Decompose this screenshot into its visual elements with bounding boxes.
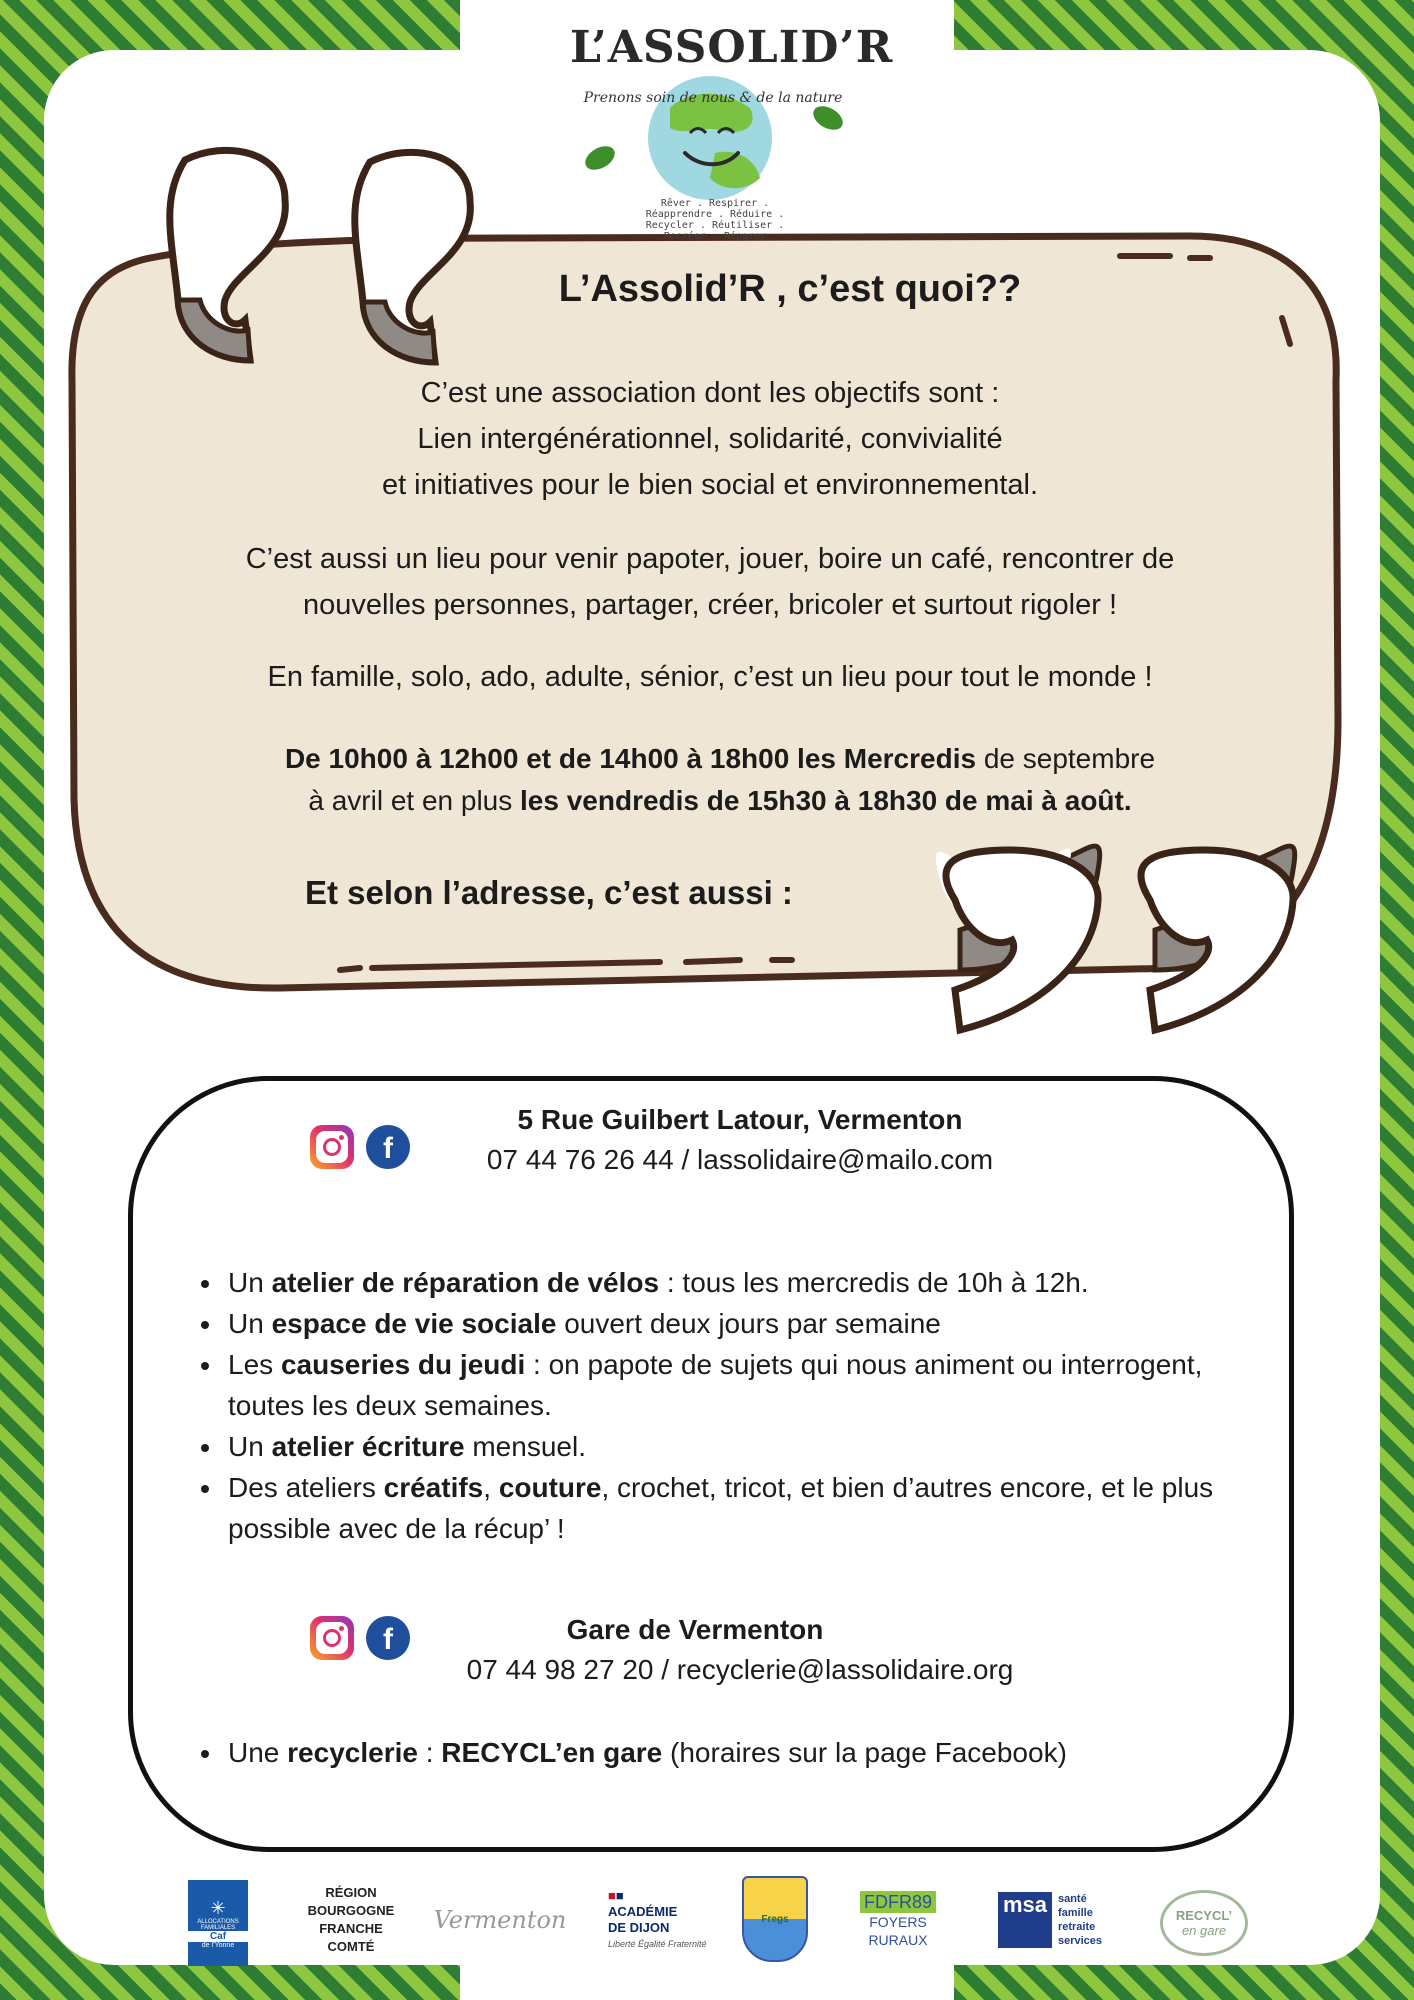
list-item: • Une recyclerie : RECYCL’en gare (horaires sur la page Facebook): [224, 1732, 1244, 1773]
facebook-icon[interactable]: f: [366, 1616, 410, 1660]
list-item: • Un atelier écriture mensuel.: [224, 1426, 1244, 1467]
location2-phone-email: 07 44 98 27 20 / recyclerie@lassolidaire.org: [466, 1654, 1014, 1685]
assolidr-logo: [560, 18, 894, 242]
location2-contact: [420, 1610, 1060, 1690]
location1-contact: [440, 1100, 1040, 1180]
location1-activities: [184, 1262, 1244, 1549]
intro-paragraph-place: C’est aussi un lieu pour venir papoter, jouer, boire un café, rencontrer de nouvelles personnes, partager, créer, bricoler et surtout rigoler !: [245, 543, 1175, 621]
vermenton-logo: Vermenton: [433, 1906, 567, 1934]
region-bfc-logo: RÉGION BOURGOGNE FRANCHE COMTÉ: [307, 1885, 395, 1954]
social-links-location1: [310, 1125, 410, 1169]
opening-hours: De 10h00 à 12h00 et de 14h00 à 18h00 les Mercredis de septembre à avril et en plus les vendredis de 15h30 à 18h30 de mai à août.: [284, 743, 1156, 816]
logo-ring-text: Rêver . Respirer . Réapprendre . Réduire . Recycler . Réutiliser . Recréer . Réparer: [645, 198, 785, 242]
fregs-crest-logo: Fregs: [742, 1876, 808, 1962]
caf-logo: ✳ ALLOCATIONS FAMILIALES Caf de l’Yonne: [188, 1880, 248, 1966]
location2-activities: [184, 1732, 1244, 1773]
academie-dijon-logo: ■■ ACADÉMIE DE DIJON Liberté Égalité Fraternité: [608, 1888, 707, 1949]
intro-paragraph-everyone: En famille, solo, ado, adulte, sénior, c’est un lieu pour tout le monde !: [267, 661, 1153, 693]
facebook-icon[interactable]: f: [366, 1125, 410, 1169]
logo-title: L’ASSOLID’R: [570, 22, 894, 73]
location1-address: 5 Rue Guilbert Latour, Vermenton: [517, 1104, 963, 1135]
recycl-en-gare-logo: RECYCL’ en gare: [1160, 1890, 1248, 1956]
location2-address: Gare de Vermenton: [566, 1614, 824, 1645]
intro-paragraph-objectives: C’est une association dont les objectifs sont : Lien intergénérationnel, solidarité, convivialité et initiatives pour le bien social et environnemental.: [381, 377, 1039, 501]
msa-logo: msa santé famille retraite services: [994, 1880, 1106, 1960]
list-item: • Un atelier de réparation de vélos : tous les mercredis de 10h à 12h.: [224, 1262, 1244, 1303]
location1-phone-email: 07 44 76 26 44 / lassolidaire@mailo.com: [486, 1144, 994, 1175]
list-item: • Les causeries du jeudi : on papote de sujets qui nous animent ou interrogent, toutes les deux semaines.: [224, 1344, 1244, 1426]
list-item: • Un espace de vie sociale ouvert deux jours par semaine: [224, 1303, 1244, 1344]
fdfr89-logo: FDFR89 FOYERS RURAUX: [848, 1880, 948, 1960]
list-item: • Des ateliers créatifs, couture, crochet, tricot, et bien d’autres encore, et le plus possible avec de la récup’ !: [224, 1467, 1244, 1549]
partner-logos: [0, 1880, 1414, 1960]
bottom-white-strip: [460, 1955, 954, 2000]
also-heading: Et selon l’adresse, c’est aussi :: [305, 874, 793, 911]
instagram-icon[interactable]: [310, 1125, 354, 1169]
logo-tagline: Prenons soin de nous & de la nature: [583, 90, 843, 106]
intro-title: L’Assolid’R , c’est quoi??: [558, 268, 1022, 310]
